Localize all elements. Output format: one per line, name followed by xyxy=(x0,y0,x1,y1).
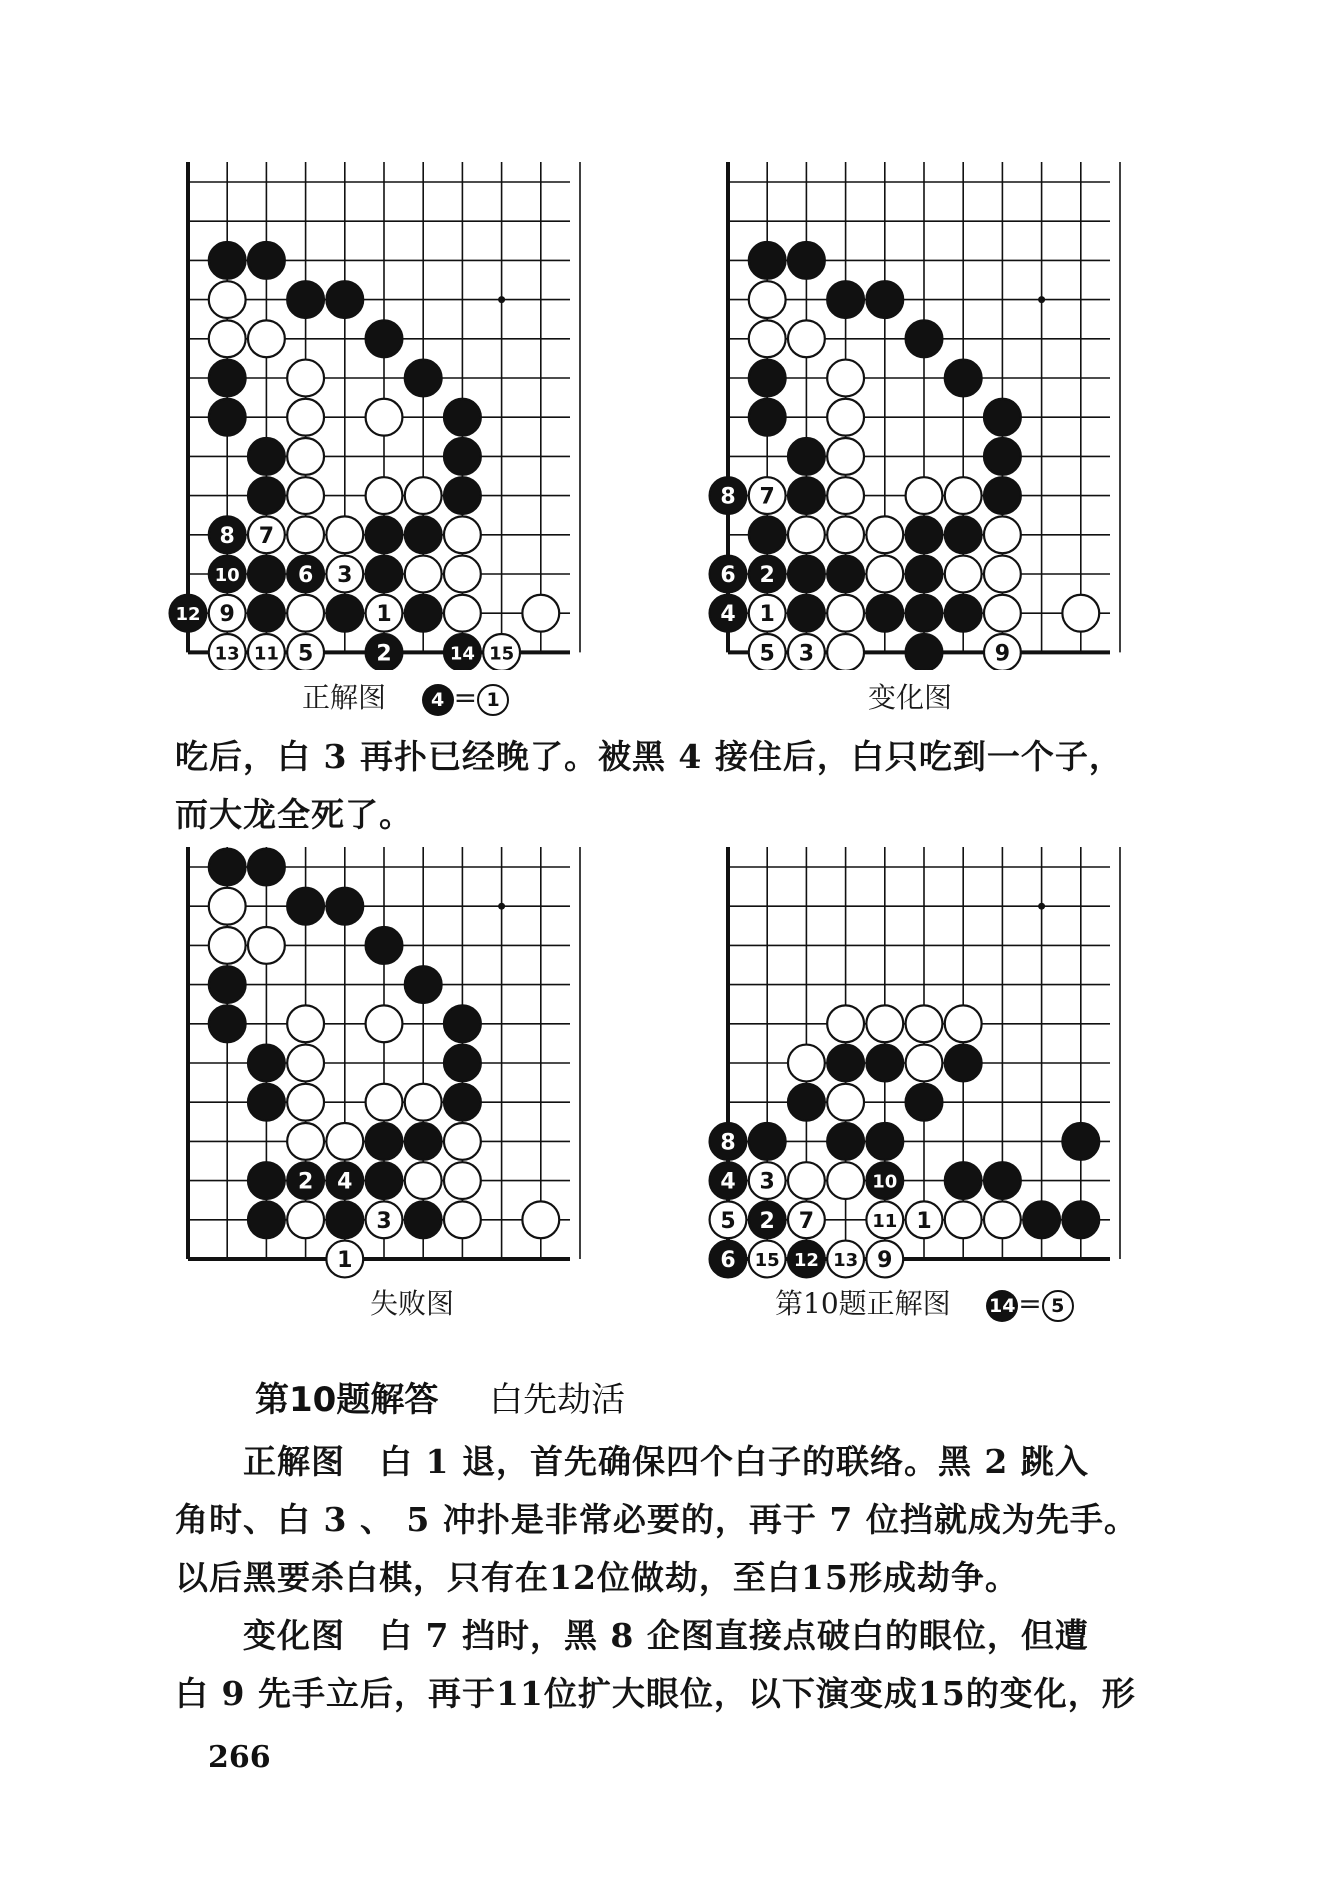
text-line: 正解图 白 1 退，首先确保四个白子的联络。黑 2 跳入 xyxy=(175,1442,1089,1481)
white-stone xyxy=(366,1084,403,1121)
text-line: 以后黑要杀白棋，只有在12位做劫，至白15形成劫争。 xyxy=(175,1558,1019,1597)
white-stone xyxy=(209,927,246,964)
caption-failure xyxy=(370,1287,454,1321)
white-stone xyxy=(788,1201,825,1238)
white-stone xyxy=(749,1162,786,1199)
black-stone xyxy=(710,1162,747,1199)
black-stone xyxy=(906,320,943,357)
caption-correct-solution xyxy=(302,681,509,716)
black-stone xyxy=(1023,1201,1060,1238)
black-stone xyxy=(248,1201,285,1238)
black-stone xyxy=(248,849,285,886)
white-stone xyxy=(710,1201,747,1238)
move-number: 9 xyxy=(877,1248,893,1273)
black-stone xyxy=(788,595,825,632)
black-stone xyxy=(209,849,246,886)
white-stone xyxy=(945,1005,982,1042)
move-number: 9 xyxy=(219,602,235,628)
black-stone xyxy=(287,556,324,593)
white-stone xyxy=(1062,595,1099,632)
white-stone xyxy=(906,477,943,514)
white-stone xyxy=(866,1005,903,1042)
black-stone xyxy=(209,966,246,1003)
black-stone xyxy=(366,320,403,357)
white-stone xyxy=(749,320,786,357)
white-stone xyxy=(209,595,246,632)
caption-text: 变化图 xyxy=(868,681,953,714)
white-stone xyxy=(749,634,786,670)
white-stone xyxy=(287,1201,324,1238)
white-stone xyxy=(827,1162,864,1199)
section-heading xyxy=(255,1372,625,1421)
white-stone xyxy=(788,1045,825,1082)
white-stone xyxy=(444,1123,481,1160)
white-stone xyxy=(405,556,442,593)
white-stone xyxy=(906,1201,943,1238)
move-number: 3 xyxy=(376,1208,392,1234)
black-stone xyxy=(248,1045,285,1082)
black-stone xyxy=(945,595,982,632)
move-number: 12 xyxy=(175,604,201,626)
white-stone xyxy=(827,360,864,397)
white-stone xyxy=(326,516,363,553)
caption-text: 第10题正解图 xyxy=(775,1287,951,1320)
black-stone xyxy=(827,281,864,318)
black-stone xyxy=(444,438,481,475)
move-number: 15 xyxy=(754,1250,780,1271)
black-stone xyxy=(984,477,1021,514)
black-stone xyxy=(444,1045,481,1082)
black-stone xyxy=(405,1123,442,1160)
white-stone xyxy=(827,516,864,553)
black-stone xyxy=(827,1123,864,1160)
black-stone xyxy=(248,1162,285,1199)
white-stone xyxy=(483,634,520,670)
white-stone xyxy=(788,320,825,357)
move-number: 15 xyxy=(489,643,515,665)
caption-problem10-solution xyxy=(775,1287,1074,1322)
move-number: 5 xyxy=(720,1208,736,1234)
black-stone xyxy=(444,477,481,514)
black-stone xyxy=(710,595,747,632)
white-stone xyxy=(984,556,1021,593)
white-stone xyxy=(749,595,786,632)
black-stone xyxy=(248,556,285,593)
move-number: 4 xyxy=(720,1169,736,1195)
black-stone xyxy=(405,360,442,397)
black-stone xyxy=(405,516,442,553)
black-stone xyxy=(444,1005,481,1042)
white-stone xyxy=(945,477,982,514)
eq-black-stone: 14 xyxy=(986,1290,1018,1322)
move-number: 4 xyxy=(337,1169,353,1195)
black-stone xyxy=(326,595,363,632)
star-point xyxy=(1038,903,1045,910)
black-stone xyxy=(788,1084,825,1121)
move-number: 3 xyxy=(798,641,815,667)
go-diagram-failure xyxy=(150,845,650,1285)
move-number: 1 xyxy=(376,602,392,628)
black-stone xyxy=(710,1241,747,1278)
white-stone xyxy=(984,516,1021,553)
eq-white-stone: 5 xyxy=(1042,1290,1074,1322)
black-stone xyxy=(444,634,481,670)
white-stone xyxy=(866,516,903,553)
white-stone xyxy=(984,1201,1021,1238)
white-stone xyxy=(366,1005,403,1042)
black-stone xyxy=(209,556,246,593)
black-stone xyxy=(749,1123,786,1160)
white-stone xyxy=(906,1045,943,1082)
black-stone xyxy=(287,1162,324,1199)
move-number: 13 xyxy=(214,643,240,665)
white-stone xyxy=(248,516,285,553)
white-stone xyxy=(444,516,481,553)
white-stone xyxy=(788,1162,825,1199)
move-number: 3 xyxy=(337,563,353,588)
white-stone xyxy=(984,595,1021,632)
move-number: 12 xyxy=(793,1250,819,1271)
white-stone xyxy=(287,1084,324,1121)
white-stone xyxy=(827,1084,864,1121)
black-stone xyxy=(209,1005,246,1042)
white-stone xyxy=(287,360,324,397)
move-number: 1 xyxy=(759,602,775,628)
page-number: 266 xyxy=(208,1740,271,1775)
black-stone xyxy=(366,556,403,593)
white-stone xyxy=(749,1241,786,1278)
text-line: 白 9 先手立后，再于11位扩大眼位，以下演变成15的变化，形 xyxy=(175,1674,1136,1713)
white-stone xyxy=(444,556,481,593)
black-stone xyxy=(906,634,943,670)
move-number: 1 xyxy=(337,1248,353,1273)
white-stone xyxy=(749,477,786,514)
black-stone xyxy=(749,360,786,397)
go-diagram-correct-solution xyxy=(150,160,650,670)
text-line: 变化图 白 7 挡时，黑 8 企图直接点破白的眼位，但遭 xyxy=(175,1616,1089,1655)
move-number: 5 xyxy=(297,641,314,667)
black-stone xyxy=(170,595,207,632)
eq-sign: = xyxy=(1018,1287,1042,1320)
move-number: 13 xyxy=(833,1250,859,1271)
black-stone xyxy=(248,477,285,514)
move-number: 5 xyxy=(759,641,775,667)
black-stone xyxy=(749,1201,786,1238)
white-stone xyxy=(827,438,864,475)
black-stone xyxy=(906,595,943,632)
black-stone xyxy=(788,438,825,475)
black-stone xyxy=(945,516,982,553)
eq-black-stone: 4 xyxy=(422,684,454,716)
text-line: 而大龙全死了。 xyxy=(175,795,413,834)
caption-text: 失败图 xyxy=(370,1287,455,1320)
white-stone xyxy=(287,1123,324,1160)
black-stone xyxy=(945,1045,982,1082)
black-stone xyxy=(788,556,825,593)
black-stone xyxy=(866,281,903,318)
move-number: 8 xyxy=(720,1130,736,1156)
black-stone xyxy=(866,595,903,632)
white-stone xyxy=(945,556,982,593)
white-stone xyxy=(522,595,559,632)
black-stone xyxy=(749,516,786,553)
white-stone xyxy=(827,634,864,670)
move-number: 2 xyxy=(759,1208,775,1234)
black-stone xyxy=(945,360,982,397)
white-stone xyxy=(366,595,403,632)
black-stone xyxy=(326,1162,363,1199)
black-stone xyxy=(366,927,403,964)
black-stone xyxy=(710,1123,747,1160)
move-number: 14 xyxy=(449,643,475,665)
black-stone xyxy=(749,556,786,593)
white-stone xyxy=(209,320,246,357)
eq-sign: = xyxy=(453,681,478,714)
black-stone xyxy=(788,242,825,279)
black-stone xyxy=(405,1201,442,1238)
paragraph-solution xyxy=(175,1433,1165,1723)
star-point xyxy=(498,903,505,910)
white-stone xyxy=(827,1005,864,1042)
white-stone xyxy=(287,477,324,514)
move-number: 7 xyxy=(798,1208,815,1234)
white-stone xyxy=(287,399,324,436)
white-stone xyxy=(248,634,285,670)
black-stone xyxy=(906,516,943,553)
move-number: 2 xyxy=(759,563,775,588)
white-stone xyxy=(866,1241,903,1278)
black-stone xyxy=(866,1123,903,1160)
black-stone xyxy=(827,556,864,593)
white-stone xyxy=(326,556,363,593)
star-point xyxy=(1038,296,1045,303)
white-stone xyxy=(287,516,324,553)
move-number: 6 xyxy=(720,563,736,588)
move-number: 4 xyxy=(720,602,736,628)
move-number: 8 xyxy=(720,484,736,510)
black-stone xyxy=(710,556,747,593)
black-stone xyxy=(866,1162,903,1199)
white-stone xyxy=(827,595,864,632)
move-number: 10 xyxy=(872,1171,898,1193)
black-stone xyxy=(788,477,825,514)
move-number: 8 xyxy=(219,523,235,549)
black-stone xyxy=(906,556,943,593)
white-stone xyxy=(405,1084,442,1121)
black-stone xyxy=(405,966,442,1003)
black-stone xyxy=(444,399,481,436)
white-stone xyxy=(248,320,285,357)
heading-subtitle: 白先劫活 xyxy=(489,1380,626,1420)
black-stone xyxy=(248,242,285,279)
paragraph-continuation xyxy=(175,728,1165,844)
move-number: 2 xyxy=(376,641,392,667)
white-stone xyxy=(326,1241,363,1278)
white-stone xyxy=(287,634,324,670)
black-stone xyxy=(366,1123,403,1160)
black-stone xyxy=(366,1162,403,1199)
move-number: 1 xyxy=(916,1208,932,1234)
go-diagram-variation xyxy=(690,160,1190,670)
white-stone xyxy=(209,281,246,318)
go-diagram-problem10-solution xyxy=(690,845,1190,1285)
eq-white-stone: 1 xyxy=(477,684,509,716)
white-stone xyxy=(788,634,825,670)
white-stone xyxy=(444,1162,481,1199)
black-stone xyxy=(749,399,786,436)
move-number: 3 xyxy=(759,1169,775,1195)
black-stone xyxy=(209,360,246,397)
black-stone xyxy=(209,242,246,279)
white-stone xyxy=(405,477,442,514)
black-stone xyxy=(248,1084,285,1121)
caption-text: 正解图 xyxy=(302,681,387,714)
black-stone xyxy=(444,1084,481,1121)
white-stone xyxy=(827,477,864,514)
white-stone xyxy=(287,438,324,475)
white-stone xyxy=(405,1162,442,1199)
black-stone xyxy=(287,888,324,925)
white-stone xyxy=(788,516,825,553)
black-stone xyxy=(248,595,285,632)
black-stone xyxy=(906,1084,943,1121)
white-stone xyxy=(366,399,403,436)
move-number: 9 xyxy=(994,641,1011,667)
white-stone xyxy=(287,1045,324,1082)
black-stone xyxy=(827,1045,864,1082)
move-number: 6 xyxy=(297,563,314,588)
black-stone xyxy=(248,438,285,475)
black-stone xyxy=(405,595,442,632)
white-stone xyxy=(866,556,903,593)
white-stone xyxy=(827,1241,864,1278)
move-number: 11 xyxy=(872,1210,898,1232)
black-stone xyxy=(366,634,403,670)
black-stone xyxy=(1062,1201,1099,1238)
text-line: 吃后，白 3 再扑已经晚了。被黑 4 接住后，白只吃到一个子， xyxy=(175,737,1123,776)
move-number: 2 xyxy=(297,1169,314,1195)
black-stone xyxy=(984,438,1021,475)
black-stone xyxy=(710,477,747,514)
black-stone xyxy=(326,888,363,925)
move-number: 10 xyxy=(214,565,240,586)
black-stone xyxy=(749,242,786,279)
move-number: 11 xyxy=(253,643,279,665)
white-stone xyxy=(945,1201,982,1238)
black-stone xyxy=(984,399,1021,436)
heading-title: 第10题解答 xyxy=(255,1380,439,1420)
move-number: 7 xyxy=(258,523,275,549)
black-stone xyxy=(326,1201,363,1238)
white-stone xyxy=(984,634,1021,670)
black-stone xyxy=(984,1162,1021,1199)
black-stone xyxy=(1062,1123,1099,1160)
black-stone xyxy=(366,516,403,553)
white-stone xyxy=(522,1201,559,1238)
black-stone xyxy=(209,516,246,553)
white-stone xyxy=(287,1005,324,1042)
white-stone xyxy=(209,888,246,925)
white-stone xyxy=(248,927,285,964)
white-stone xyxy=(209,634,246,670)
white-stone xyxy=(287,595,324,632)
white-stone xyxy=(366,1201,403,1238)
black-stone xyxy=(945,1162,982,1199)
white-stone xyxy=(866,1201,903,1238)
black-stone xyxy=(326,281,363,318)
text-line: 角时、白 3 、 5 冲扑是非常必要的，再于 7 位挡就成为先手。 xyxy=(175,1500,1138,1539)
white-stone xyxy=(444,1201,481,1238)
move-number: 6 xyxy=(720,1248,736,1273)
white-stone xyxy=(906,1005,943,1042)
white-stone xyxy=(326,1123,363,1160)
black-stone xyxy=(287,281,324,318)
star-point xyxy=(498,296,505,303)
caption-variation xyxy=(868,681,952,715)
black-stone xyxy=(209,399,246,436)
black-stone xyxy=(866,1045,903,1082)
white-stone xyxy=(366,477,403,514)
white-stone xyxy=(444,595,481,632)
black-stone xyxy=(788,1241,825,1278)
white-stone xyxy=(827,399,864,436)
move-number: 7 xyxy=(759,484,775,510)
white-stone xyxy=(749,281,786,318)
